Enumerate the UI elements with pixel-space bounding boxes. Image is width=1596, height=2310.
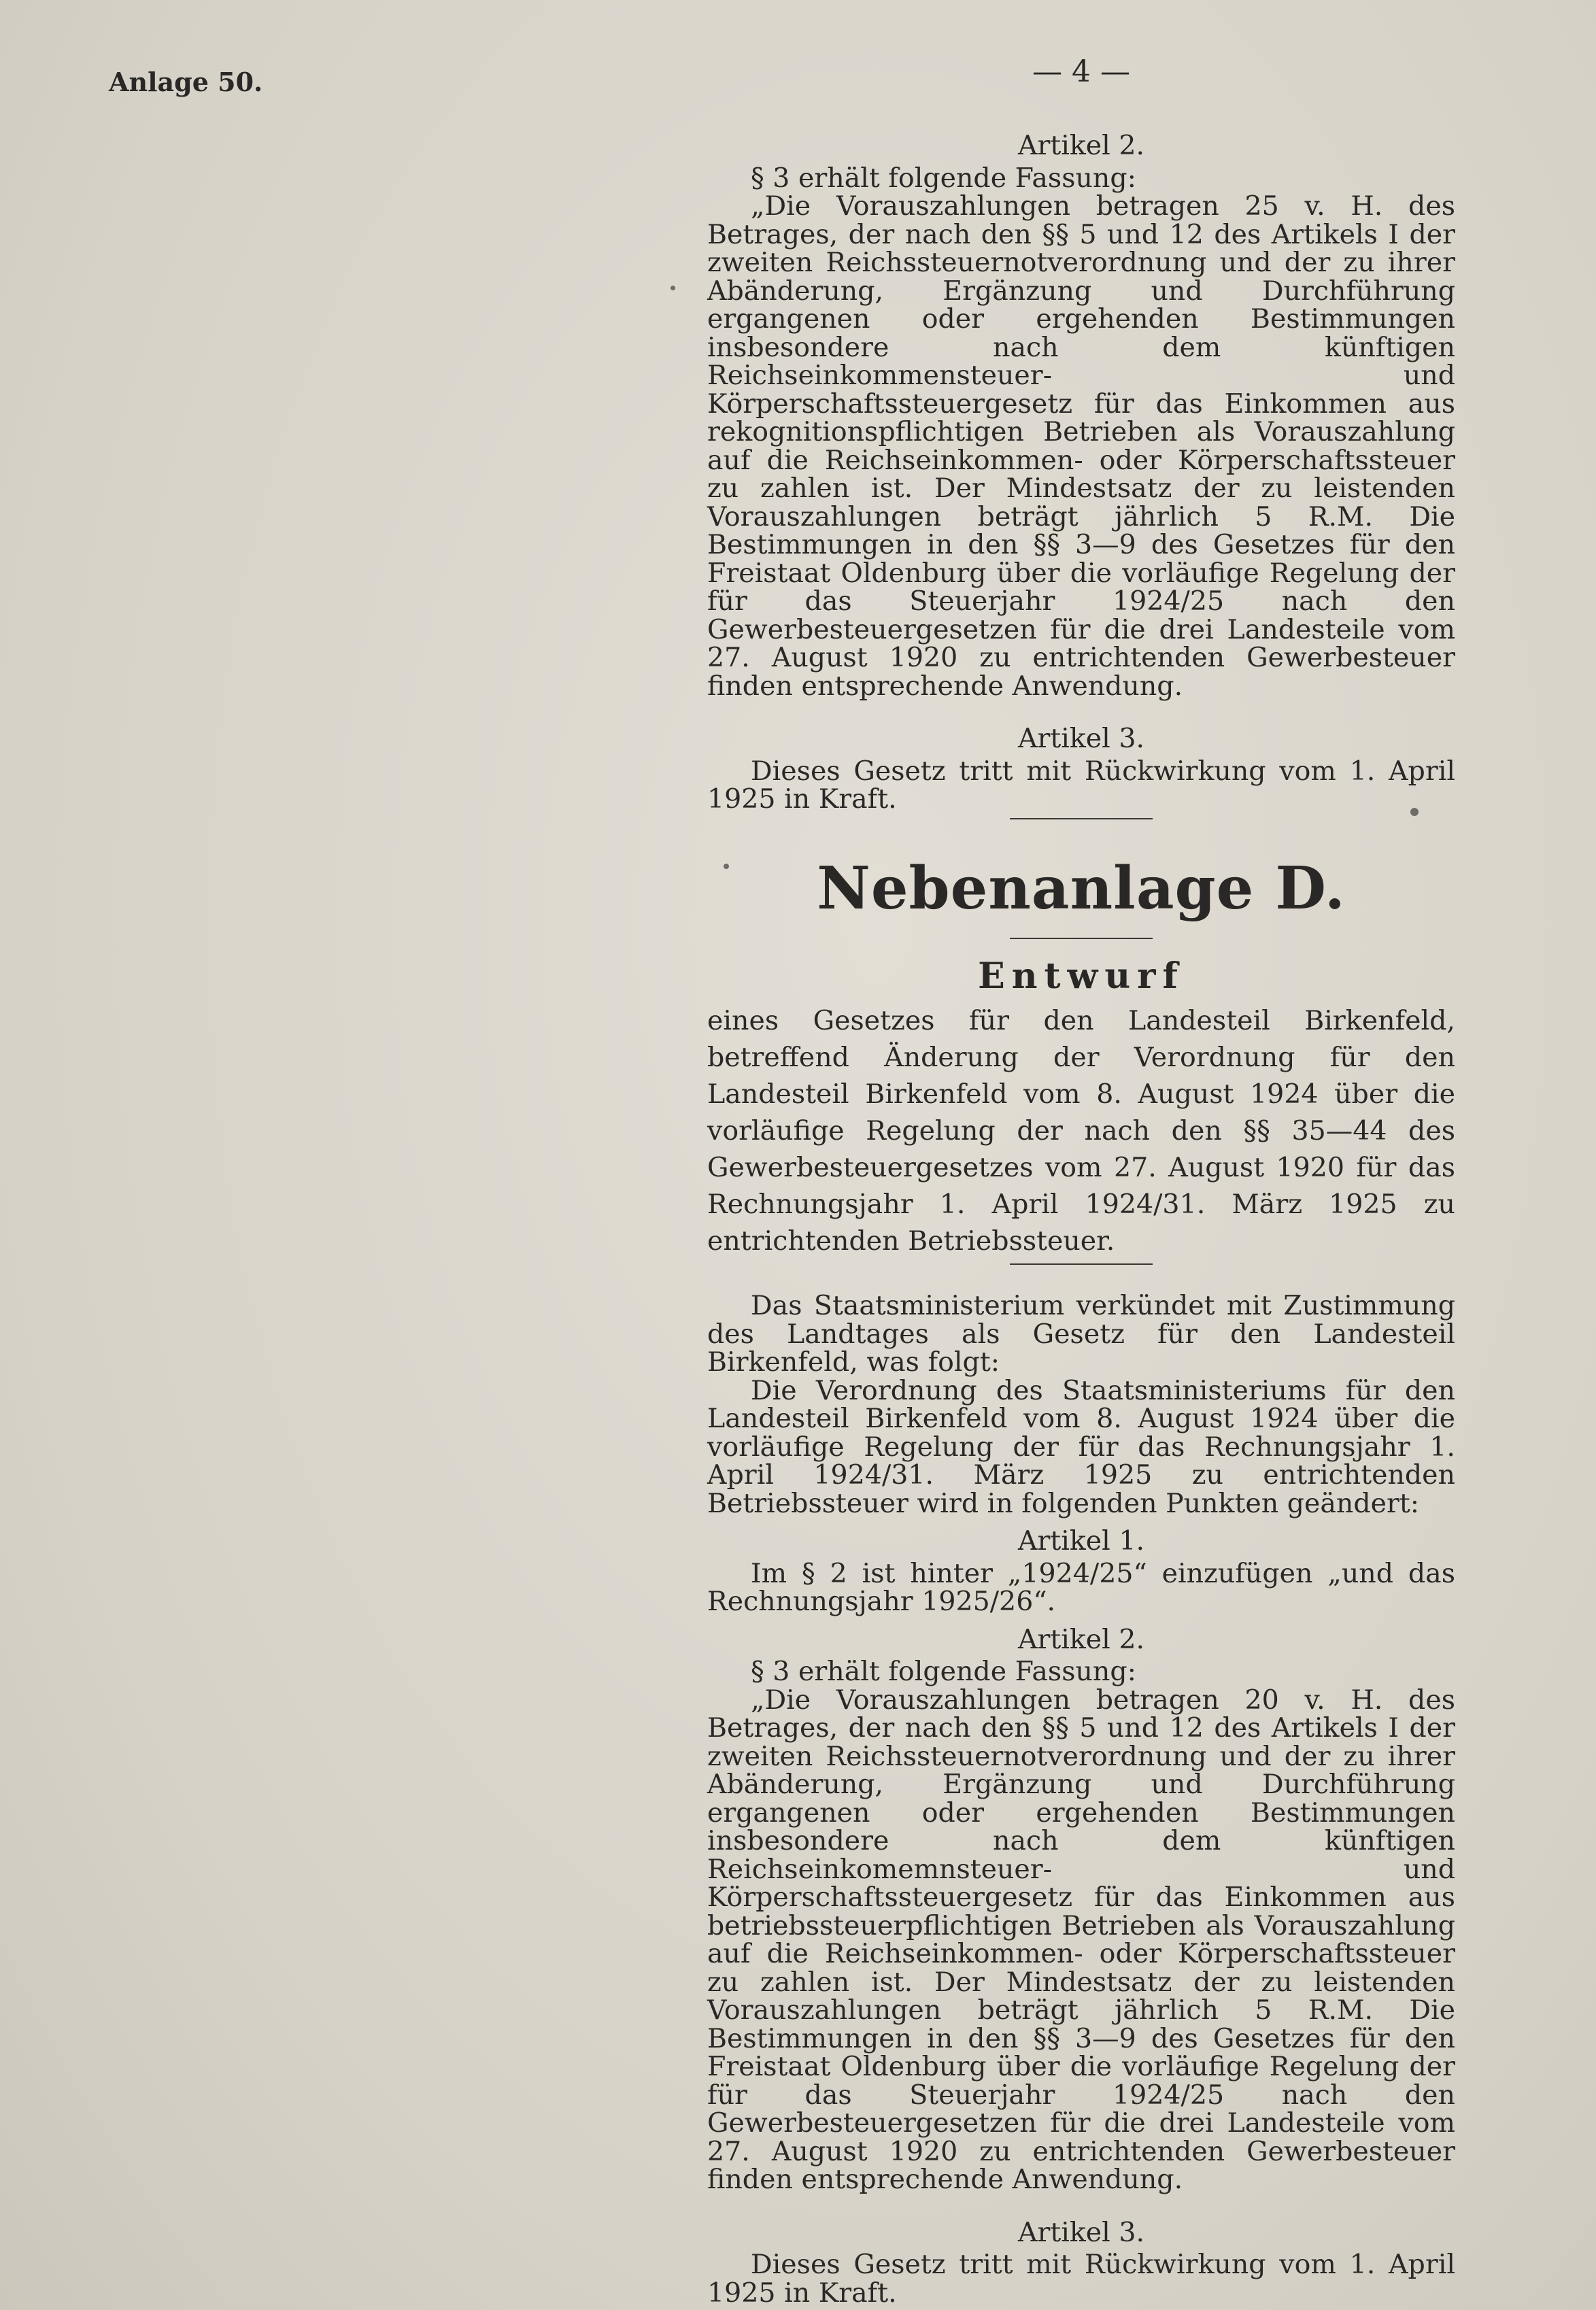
law-title: eines Gesetzes für den Landesteil Birkenfeld, betreffend Änderung der Verordnung für den Landesteil Birkenfeld vom 8. August 1924 über die vorläufige Regelung der nach den §§ 35—44 des Gewerbesteuergesetzes vom 27. August 1920 für das Rechnungsjahr 1. April 1924/31. März 1925 zu entrichtenden Betriebssteuer. bbox=[707, 1005, 1455, 1257]
article-2-intro: § 3 erhält folgende Fassung: bbox=[751, 162, 1136, 194]
article-2-text: „Die Vorauszahlungen betragen 25 v. H. des Betrages, der nach den §§ 5 und 12 des Artikels I der zweiten Reichssteuernotverordnung und der zu ihrer Abänderung, Ergänzung und Durchführung ergangenen oder ergehenden Bestimmungen insbesondere nach dem künftigen Reichseinkommensteuer- und Körperschaftssteuergesetz für das Einkommen aus rekognitionspflichtigen Betrieben als Vorauszahlung auf die Reichseinkommen- oder Körperschaftssteuer zu zahlen ist. Der Mindestsatz der zu leistenden Vorauszahlungen beträgt jährlich 5 R.M. Die Bestimmungen in den §§ 3—9 des Gesetzes für den Freistaat Oldenburg über die vorläufige Regelung der für das Steuerjahr 1924/25 nach den Gewerbesteuergesetzen für die drei Landesteile vom 27. August 1920 zu entrichtenden Gewerbesteuer finden entsprechende Anwendung. bbox=[707, 190, 1455, 702]
law-title-block bbox=[707, 1002, 1455, 1259]
title-divider bbox=[1010, 1263, 1153, 1265]
preamble-amendment: Die Verordnung des Staatsministeriums für den Landesteil Birkenfeld vom 8. August 1924 über die vorläufige Regelung der für das Rechnungsjahr 1. April 1924/31. März 1925 zu entrichtenden Betriebssteuer wird in folgenden Punkten geändert: bbox=[707, 1374, 1455, 1519]
page-number: — 4 — bbox=[1032, 54, 1130, 89]
neben-article-1-heading: Artikel 1. bbox=[1017, 1525, 1145, 1557]
section-divider bbox=[1010, 818, 1153, 819]
paper-speck bbox=[724, 864, 729, 869]
preamble: Das Staatsministerium verkündet mit Zustimmung des Landtages als Gesetz für den Landesteil Birkenfeld, was folgt: bbox=[707, 1290, 1455, 1378]
entwurf-heading: Entwurf bbox=[978, 955, 1185, 997]
text-column bbox=[707, 122, 1455, 2307]
article-2-heading: Artikel 2. bbox=[1017, 130, 1145, 161]
neben-article-3-text: Dieses Gesetz tritt mit Rückwirkung vom 1. April 1925 in Kraft. bbox=[707, 2249, 1455, 2309]
paper-speck bbox=[670, 286, 675, 290]
article-3-heading: Artikel 3. bbox=[1017, 723, 1145, 754]
heading-divider bbox=[1010, 938, 1153, 939]
article-3-text: Dieses Gesetz tritt mit Rückwirkung vom 1. April 1925 in Kraft. bbox=[707, 755, 1455, 815]
running-head: Anlage 50. bbox=[109, 67, 263, 97]
neben-article-3-heading: Artikel 3. bbox=[1017, 2216, 1145, 2248]
nebenanlage-heading: Nebenanlage D. bbox=[817, 853, 1346, 923]
paper-speck bbox=[1410, 808, 1419, 816]
neben-article-2-text: „Die Vorauszahlungen betragen 20 v. H. des Betrages, der nach den §§ 5 und 12 des Artikels I der zweiten Reichssteuernotverordnung und der zu ihrer Abänderung, Ergänzung und Durchführung ergangenen oder ergehenden Bestimmungen insbesondere nach dem künftigen Reichseinkomemnsteuer- und Körperschaftssteuergesetz für das Einkommen aus betriebssteuerpflichtigen Betrieben als Vorauszahlung auf die Reichseinkommen- oder Körperschaftssteuer zu zahlen ist. Der Mindestsatz der zu leistenden Vorauszahlungen beträgt jährlich 5 R.M. Die Bestimmungen in den §§ 3—9 des Gesetzes für den Freistaat Oldenburg über die vorläufige Regelung der für das Steuerjahr 1924/25 nach den Gewerbesteuergesetzen für die drei Landesteile vom 27. August 1920 zu entrichtenden Gewerbesteuer finden entsprechende Anwendung. bbox=[707, 1684, 1455, 2195]
neben-article-2-intro: § 3 erhält folgende Fassung: bbox=[751, 1656, 1136, 1687]
neben-article-1-text: Im § 2 ist hinter „1924/25“ einzufügen „und das Rechnungsjahr 1925/26“. bbox=[707, 1557, 1455, 1617]
neben-article-2-heading: Artikel 2. bbox=[1017, 1623, 1145, 1655]
